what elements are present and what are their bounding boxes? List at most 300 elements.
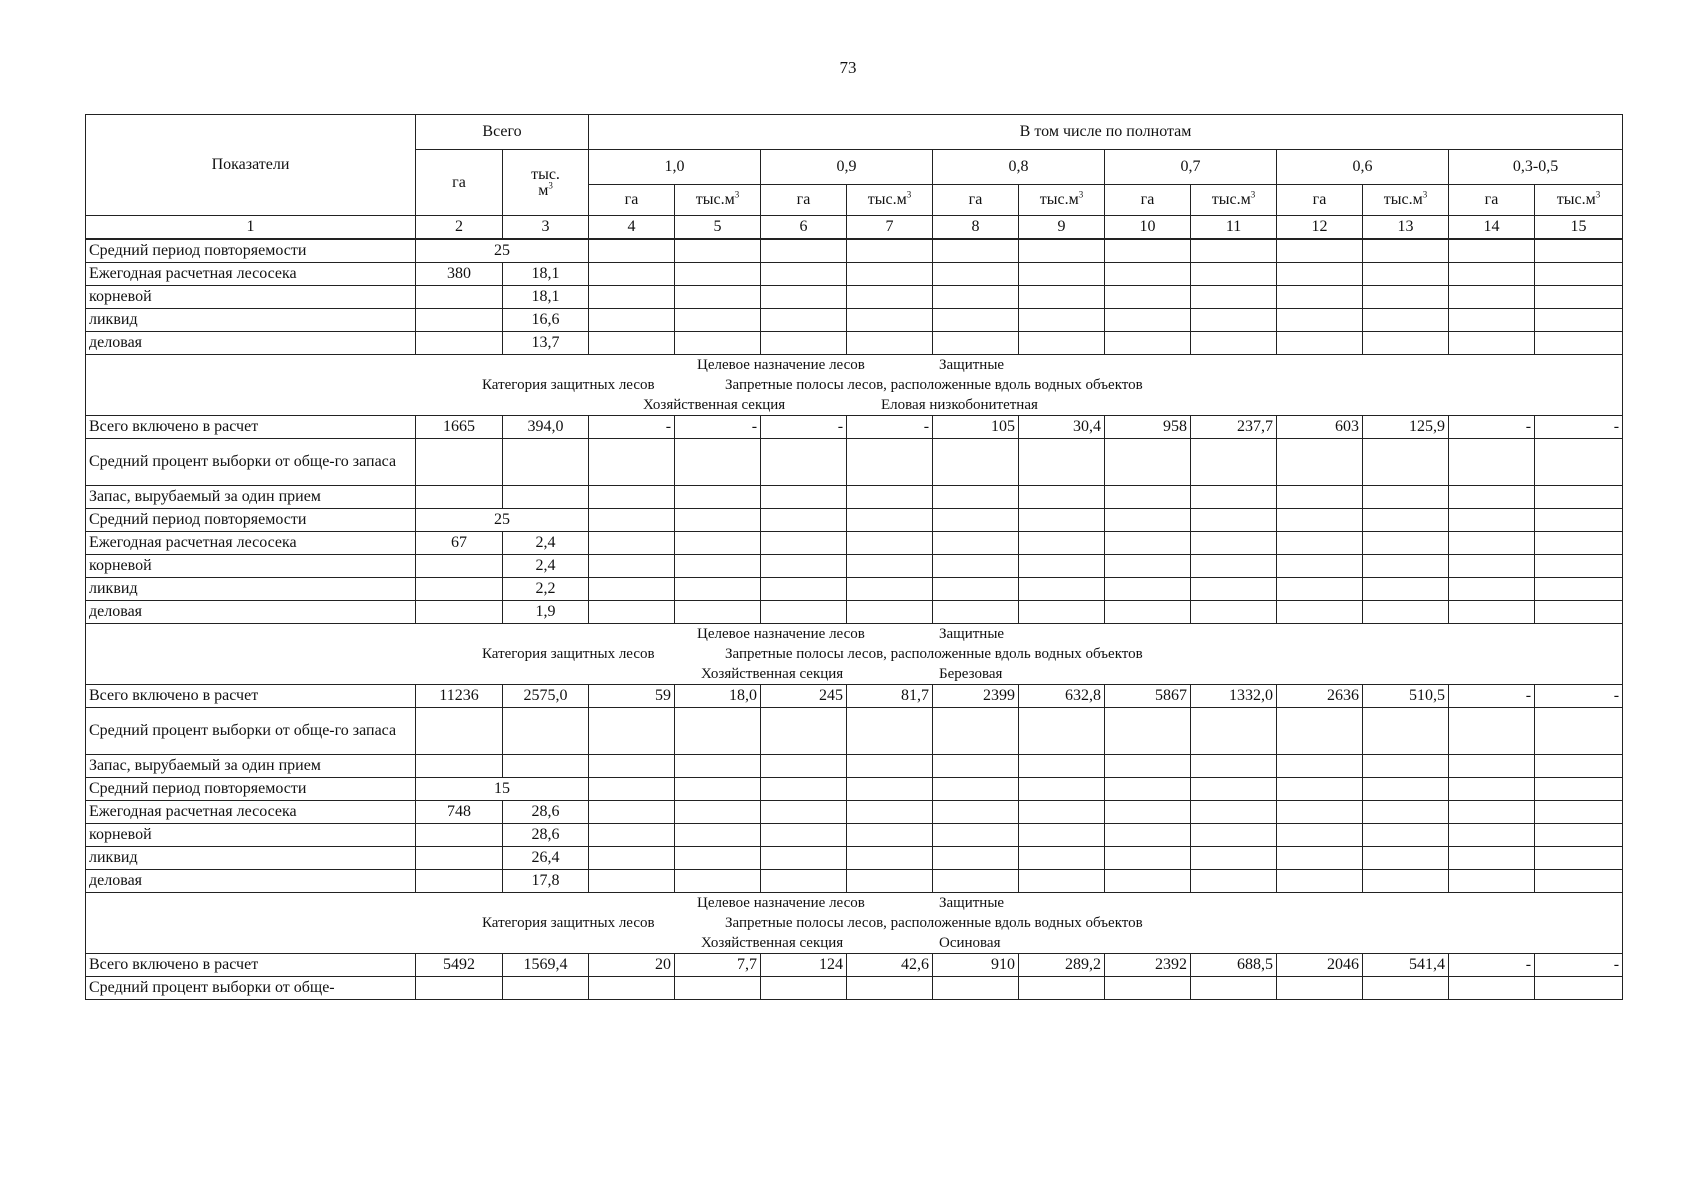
empty-cell [1019, 332, 1105, 355]
empty-cell [1363, 309, 1449, 332]
empty-cell [675, 801, 761, 824]
cell-value: 394,0 [503, 416, 589, 439]
empty-cell [847, 286, 933, 309]
cell-value: 2046 [1277, 954, 1363, 977]
column-number: 2 [416, 216, 503, 240]
empty-cell [761, 578, 847, 601]
cell-value: 59 [589, 685, 675, 708]
row-label: корневой [86, 555, 416, 578]
ha-header: га [761, 185, 847, 216]
empty-cell [1277, 239, 1363, 263]
empty-cell [589, 486, 675, 509]
empty-cell [847, 708, 933, 755]
density-header: 0,6 [1277, 150, 1449, 185]
empty-cell [933, 263, 1019, 286]
empty-cell [589, 847, 675, 870]
row-label: ликвид [86, 847, 416, 870]
empty-cell [933, 578, 1019, 601]
cell-value: 910 [933, 954, 1019, 977]
empty-cell [1449, 708, 1535, 755]
column-number: 7 [847, 216, 933, 240]
empty-cell [1449, 578, 1535, 601]
table-row [86, 239, 1623, 263]
row-label: Запас, вырубаемый за один прием [86, 755, 416, 778]
cell-value: 17,8 [503, 870, 589, 893]
empty-cell [1191, 239, 1277, 263]
column-number: 13 [1363, 216, 1449, 240]
cell-value: 958 [1105, 416, 1191, 439]
cell-value: 603 [1277, 416, 1363, 439]
header-row-1 [86, 115, 1623, 150]
purpose-label: Целевое назначение лесов [697, 626, 865, 642]
empty-cell [1191, 439, 1277, 486]
table-row [86, 332, 1623, 355]
empty-cell [1277, 439, 1363, 486]
empty-cell [1105, 263, 1191, 286]
empty-cell [1449, 239, 1535, 263]
empty-cell [847, 555, 933, 578]
section-header [86, 893, 1623, 954]
empty-cell [1449, 555, 1535, 578]
empty-cell [1449, 263, 1535, 286]
empty-cell [933, 309, 1019, 332]
row-label: Средний процент выборки от обще- [86, 977, 416, 1000]
empty-cell [847, 439, 933, 486]
empty-cell [1019, 708, 1105, 755]
empty-cell [847, 309, 933, 332]
empty-cell [416, 824, 503, 847]
empty-cell [847, 847, 933, 870]
empty-cell [675, 439, 761, 486]
category-label: Категория защитных лесов [482, 377, 655, 393]
empty-cell [589, 532, 675, 555]
empty-cell [1105, 847, 1191, 870]
empty-cell [1105, 601, 1191, 624]
cell-value: 2392 [1105, 954, 1191, 977]
empty-cell [1535, 601, 1623, 624]
empty-cell [589, 755, 675, 778]
empty-cell [1105, 824, 1191, 847]
cell-value: 2,2 [503, 578, 589, 601]
cell-value: - [1535, 416, 1623, 439]
empty-cell [1363, 578, 1449, 601]
section-header-row [86, 624, 1623, 685]
empty-cell [1449, 755, 1535, 778]
empty-cell [1535, 309, 1623, 332]
row-label: Всего включено в расчет [86, 954, 416, 977]
section-header-row [86, 893, 1623, 954]
row-label: Средний процент выборки от обще-го запаса [86, 708, 416, 755]
empty-cell [416, 555, 503, 578]
empty-cell [1277, 778, 1363, 801]
empty-cell [1535, 578, 1623, 601]
cube-superscript: 3 [548, 180, 553, 191]
empty-cell [761, 555, 847, 578]
empty-cell [1535, 532, 1623, 555]
empty-cell [589, 439, 675, 486]
purpose-value: Защитные [939, 626, 1005, 642]
empty-cell [675, 977, 761, 1000]
empty-cell [761, 824, 847, 847]
row-label: Запас, вырубаемый за один прием [86, 486, 416, 509]
empty-cell [503, 755, 589, 778]
empty-cell [847, 601, 933, 624]
cell-value: - [1449, 685, 1535, 708]
empty-cell [1363, 755, 1449, 778]
table-row [86, 509, 1623, 532]
cell-value: - [1535, 954, 1623, 977]
empty-cell [1535, 509, 1623, 532]
cell-value: 632,8 [1019, 685, 1105, 708]
empty-cell [847, 486, 933, 509]
empty-cell [761, 532, 847, 555]
empty-cell [761, 870, 847, 893]
table-row [86, 555, 1623, 578]
row-label: Ежегодная расчетная лесосека [86, 801, 416, 824]
empty-cell [933, 286, 1019, 309]
cell-value: 28,6 [503, 824, 589, 847]
empty-cell [1277, 801, 1363, 824]
empty-cell [1019, 847, 1105, 870]
cell-value: 67 [416, 532, 503, 555]
empty-cell [1449, 509, 1535, 532]
table-row [86, 532, 1623, 555]
ha-header: га [589, 185, 675, 216]
empty-cell [1535, 801, 1623, 824]
empty-cell [416, 286, 503, 309]
row-label: корневой [86, 824, 416, 847]
empty-cell [1105, 870, 1191, 893]
empty-cell [1277, 532, 1363, 555]
empty-cell [847, 755, 933, 778]
table-row [86, 486, 1623, 509]
empty-cell [589, 509, 675, 532]
empty-cell [589, 555, 675, 578]
row-label: деловая [86, 601, 416, 624]
section-value: Еловая низкобонитетная [881, 397, 1038, 413]
empty-cell [933, 824, 1019, 847]
empty-cell [1191, 286, 1277, 309]
empty-cell [675, 509, 761, 532]
empty-cell [933, 847, 1019, 870]
cell-value: - [589, 416, 675, 439]
empty-cell [761, 332, 847, 355]
cell-value: - [1535, 685, 1623, 708]
cell-value: 5867 [1105, 685, 1191, 708]
empty-cell [589, 778, 675, 801]
empty-cell [1105, 555, 1191, 578]
empty-cell [589, 601, 675, 624]
empty-cell [1449, 309, 1535, 332]
empty-cell [675, 555, 761, 578]
empty-cell [847, 824, 933, 847]
empty-cell [1019, 309, 1105, 332]
empty-cell [1363, 532, 1449, 555]
table-row [86, 824, 1623, 847]
empty-cell [1105, 977, 1191, 1000]
table-row [86, 801, 1623, 824]
empty-cell [503, 708, 589, 755]
empty-cell [1363, 847, 1449, 870]
cell-value: 125,9 [1363, 416, 1449, 439]
empty-cell [761, 309, 847, 332]
cell-value: 20 [589, 954, 675, 977]
empty-cell [1019, 601, 1105, 624]
m3-header: $тыс.м^3$ [1019, 185, 1105, 216]
table-row [86, 439, 1623, 486]
empty-cell [761, 847, 847, 870]
empty-cell [933, 332, 1019, 355]
empty-cell [761, 509, 847, 532]
empty-cell [1019, 555, 1105, 578]
empty-cell [416, 486, 503, 509]
empty-cell [1191, 847, 1277, 870]
column-number: 1 [86, 216, 416, 240]
empty-cell [1019, 486, 1105, 509]
empty-cell [1535, 439, 1623, 486]
cell-value: 18,0 [675, 685, 761, 708]
empty-cell [1277, 708, 1363, 755]
empty-cell [1019, 824, 1105, 847]
empty-cell [1449, 870, 1535, 893]
empty-cell [675, 847, 761, 870]
empty-cell [1019, 263, 1105, 286]
purpose-value: Защитные [939, 895, 1005, 911]
empty-cell [1019, 578, 1105, 601]
empty-cell [1277, 332, 1363, 355]
table-row [86, 263, 1623, 286]
empty-cell [1535, 555, 1623, 578]
empty-cell [1277, 555, 1363, 578]
empty-cell [416, 755, 503, 778]
empty-cell [933, 870, 1019, 893]
empty-cell [1363, 286, 1449, 309]
empty-cell [1191, 601, 1277, 624]
empty-cell [933, 977, 1019, 1000]
column-numbers-row [86, 216, 1623, 240]
table-row [86, 708, 1623, 755]
empty-cell [933, 532, 1019, 555]
row-label: Средний период повторяемости [86, 778, 416, 801]
cell-value: 2575,0 [503, 685, 589, 708]
ha-header: га [1105, 185, 1191, 216]
cell-value: 81,7 [847, 685, 933, 708]
empty-cell [761, 778, 847, 801]
empty-cell [589, 977, 675, 1000]
empty-cell [761, 601, 847, 624]
empty-cell [416, 601, 503, 624]
empty-cell [1449, 847, 1535, 870]
section-header [86, 355, 1623, 416]
thousand-label: тыс. [531, 165, 560, 183]
m3-label: м [538, 181, 549, 199]
empty-cell [1191, 708, 1277, 755]
empty-cell [1363, 778, 1449, 801]
period-value: 15 [416, 778, 589, 801]
ha-header: га [1277, 185, 1363, 216]
column-number: 5 [675, 216, 761, 240]
empty-cell [933, 778, 1019, 801]
total-ha-header: га [416, 150, 503, 216]
m3-header: $тыс.м^3$ [847, 185, 933, 216]
row-label: Ежегодная расчетная лесосека [86, 263, 416, 286]
empty-cell [847, 801, 933, 824]
empty-cell [1363, 239, 1449, 263]
empty-cell [1019, 239, 1105, 263]
empty-cell [1105, 532, 1191, 555]
cell-value: 510,5 [1363, 685, 1449, 708]
table-row [86, 778, 1623, 801]
empty-cell [1363, 263, 1449, 286]
empty-cell [1363, 486, 1449, 509]
row-label: Всего включено в расчет [86, 416, 416, 439]
empty-cell [1191, 532, 1277, 555]
cell-value: 380 [416, 263, 503, 286]
empty-cell [1535, 755, 1623, 778]
empty-cell [1191, 824, 1277, 847]
section-value: Березовая [939, 666, 1003, 682]
period-value: 25 [416, 239, 589, 263]
empty-cell [761, 239, 847, 263]
cell-value: 1,9 [503, 601, 589, 624]
empty-cell [933, 601, 1019, 624]
empty-cell [1019, 778, 1105, 801]
m3-header: $тыс.м^3$ [1535, 185, 1623, 216]
empty-cell [847, 532, 933, 555]
empty-cell [847, 509, 933, 532]
empty-cell [503, 439, 589, 486]
cell-value: 2,4 [503, 555, 589, 578]
purpose-label: Целевое назначение лесов [697, 357, 865, 373]
cell-value: 42,6 [847, 954, 933, 977]
column-number: 11 [1191, 216, 1277, 240]
empty-cell [1535, 708, 1623, 755]
empty-cell [1019, 801, 1105, 824]
empty-cell [675, 239, 761, 263]
cell-value: 1332,0 [1191, 685, 1277, 708]
empty-cell [847, 578, 933, 601]
category-value: Запретные полосы лесов, расположенные вдоль водных объектов [725, 915, 1143, 931]
empty-cell [1363, 977, 1449, 1000]
empty-cell [1535, 824, 1623, 847]
cell-value: 2399 [933, 685, 1019, 708]
empty-cell [416, 870, 503, 893]
empty-cell [589, 286, 675, 309]
cell-value: 18,1 [503, 286, 589, 309]
empty-cell [1535, 486, 1623, 509]
empty-cell [675, 486, 761, 509]
empty-cell [1277, 509, 1363, 532]
empty-cell [1449, 977, 1535, 1000]
column-number: 4 [589, 216, 675, 240]
empty-cell [416, 977, 503, 1000]
empty-cell [847, 239, 933, 263]
empty-cell [761, 801, 847, 824]
row-label: Средний процент выборки от обще-го запаса [86, 439, 416, 486]
empty-cell [1105, 286, 1191, 309]
cell-value: 1569,4 [503, 954, 589, 977]
empty-cell [1277, 870, 1363, 893]
empty-cell [675, 708, 761, 755]
empty-cell [416, 578, 503, 601]
empty-cell [1105, 332, 1191, 355]
column-number: 14 [1449, 216, 1535, 240]
empty-cell [675, 755, 761, 778]
cell-value: 289,2 [1019, 954, 1105, 977]
table-row [86, 847, 1623, 870]
empty-cell [1191, 509, 1277, 532]
empty-cell [1191, 263, 1277, 286]
empty-cell [847, 263, 933, 286]
cell-value: 5492 [416, 954, 503, 977]
table-row [86, 954, 1623, 977]
empty-cell [847, 778, 933, 801]
empty-cell [1449, 532, 1535, 555]
empty-cell [847, 332, 933, 355]
category-label: Категория защитных лесов [482, 915, 655, 931]
empty-cell [1019, 977, 1105, 1000]
cell-value: 28,6 [503, 801, 589, 824]
empty-cell [1277, 601, 1363, 624]
empty-cell [675, 263, 761, 286]
cell-value: 11236 [416, 685, 503, 708]
page-number: 73 [839, 58, 857, 77]
empty-cell [1277, 263, 1363, 286]
empty-cell [1449, 486, 1535, 509]
cell-value: 748 [416, 801, 503, 824]
empty-cell [933, 801, 1019, 824]
empty-cell [1277, 286, 1363, 309]
empty-cell [761, 977, 847, 1000]
empty-cell [589, 801, 675, 824]
empty-cell [416, 708, 503, 755]
empty-cell [589, 708, 675, 755]
empty-cell [1191, 555, 1277, 578]
cell-value: 688,5 [1191, 954, 1277, 977]
density-header: 0,3-0,5 [1449, 150, 1623, 185]
empty-cell [1535, 332, 1623, 355]
m3-header: $тыс.м^3$ [675, 185, 761, 216]
empty-cell [1449, 286, 1535, 309]
empty-cell [847, 977, 933, 1000]
empty-cell [1105, 486, 1191, 509]
empty-cell [675, 309, 761, 332]
row-label: корневой [86, 286, 416, 309]
empty-cell [675, 601, 761, 624]
total-m3-header [503, 150, 589, 216]
empty-cell [761, 755, 847, 778]
empty-cell [1105, 755, 1191, 778]
empty-cell [1449, 824, 1535, 847]
cell-value: - [675, 416, 761, 439]
empty-cell [1449, 601, 1535, 624]
cell-value: - [1449, 954, 1535, 977]
empty-cell [589, 239, 675, 263]
table-row [86, 601, 1623, 624]
empty-cell [503, 977, 589, 1000]
empty-cell [1105, 239, 1191, 263]
empty-cell [1535, 263, 1623, 286]
empty-cell [675, 870, 761, 893]
empty-cell [1277, 755, 1363, 778]
empty-cell [1019, 439, 1105, 486]
column-number: 3 [503, 216, 589, 240]
empty-cell [761, 486, 847, 509]
empty-cell [933, 755, 1019, 778]
empty-cell [1277, 486, 1363, 509]
empty-cell [1277, 578, 1363, 601]
m3-header: $тыс.м^3$ [1363, 185, 1449, 216]
